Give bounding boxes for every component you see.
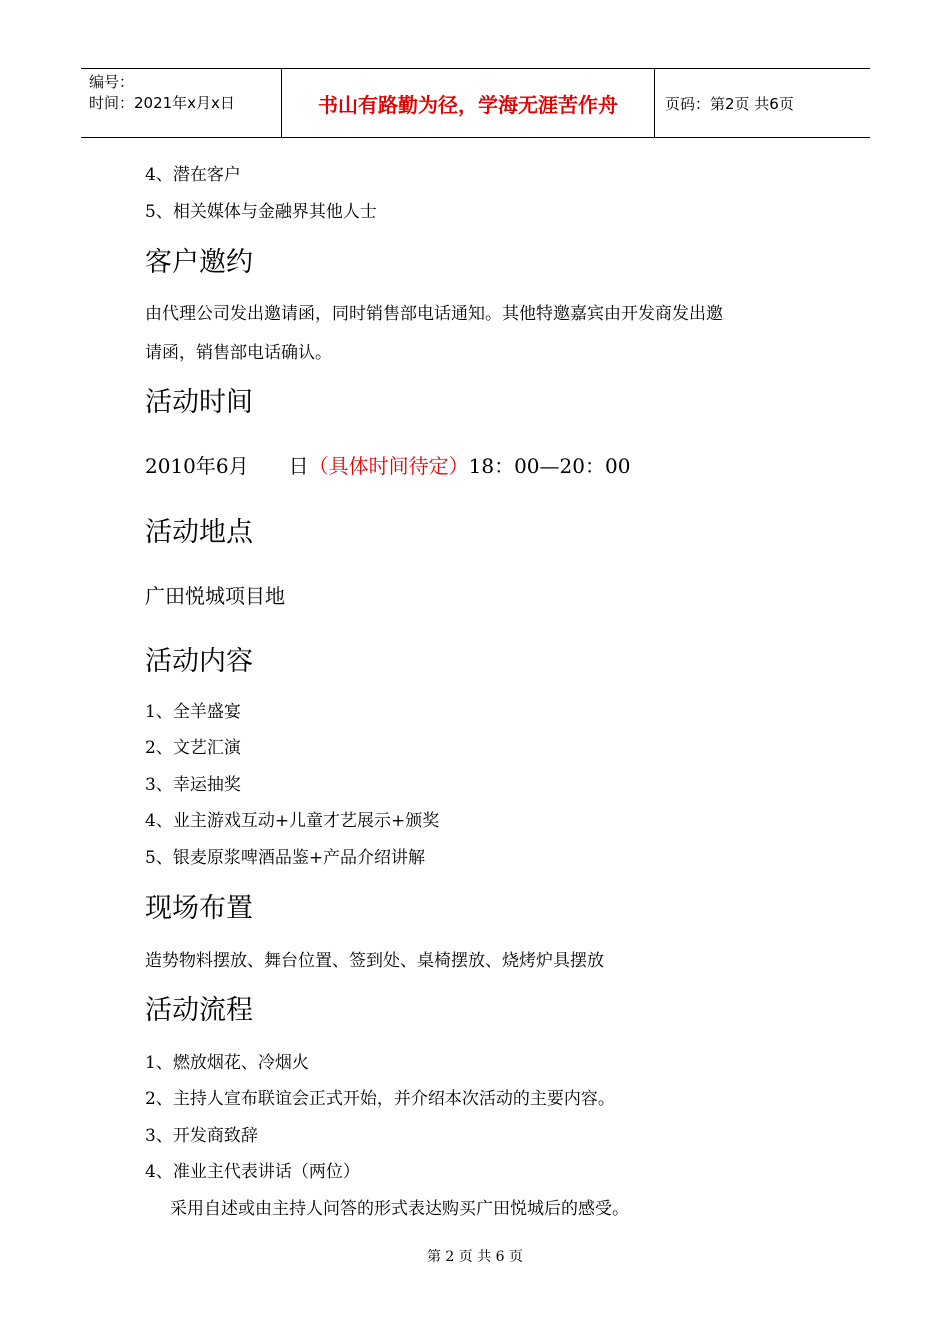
section-heading-invite: 客户邀约: [145, 247, 253, 278]
page-header: [81, 68, 870, 138]
section-heading-flow: 活动流程: [145, 995, 253, 1026]
list-item: 5、银麦原浆啤酒品鉴+产品介绍讲解: [145, 848, 426, 868]
page-footer: 第 2 页 共 6 页: [426, 1249, 524, 1265]
header-motto: 书山有路勤为径，学海无涯苦作舟: [282, 69, 655, 137]
header-page-number: 页码：第2页 共6页: [665, 94, 794, 113]
event-date: 2010年6月 日: [145, 454, 309, 478]
place-text: 广田悦城项目地: [145, 584, 285, 608]
paragraph-line: 请函，销售部电话确认。: [145, 343, 332, 363]
list-item: 5、相关媒体与金融界其他人士: [145, 202, 377, 222]
section-heading-place: 活动地点: [145, 517, 253, 548]
flow-note: 采用自述或由主持人问答的形式表达购买广田悦城后的感受。: [170, 1199, 629, 1219]
section-heading-content: 活动内容: [145, 646, 253, 677]
list-item: 3、幸运抽奖: [145, 775, 241, 795]
section-heading-layout: 现场布置: [145, 893, 253, 924]
list-item: 1、全羊盛宴: [145, 702, 241, 722]
list-item: 4、潜在客户: [145, 165, 241, 185]
layout-text: 造势物料摆放、舞台位置、签到处、桌椅摆放、烧烤炉具摆放: [145, 951, 604, 971]
paragraph-line: 由代理公司发出邀请函，同时销售部电话通知。其他特邀嘉宾由开发商发出邀: [145, 304, 723, 324]
list-item: 3、开发商致辞: [145, 1126, 258, 1146]
event-time-range: 18：00—20：00: [468, 454, 631, 478]
time-pending-note: （具体时间待定）: [308, 454, 469, 478]
header-meta: [81, 69, 282, 137]
header-number: 编号：: [89, 73, 135, 91]
list-item: 2、主持人宣布联谊会正式开始，并介绍本次活动的主要内容。: [145, 1089, 615, 1109]
list-item: 4、业主游戏互动+儿童才艺展示+颁奖: [145, 811, 440, 831]
header-date: 时间：2021年x月x日: [89, 94, 235, 112]
list-item: 1、燃放烟花、冷烟火: [145, 1053, 309, 1073]
list-item: 2、文艺汇演: [145, 738, 241, 758]
section-heading-time: 活动时间: [145, 387, 253, 418]
event-time-line: [145, 450, 630, 479]
list-item: 4、准业主代表讲话（两位）: [145, 1162, 360, 1182]
